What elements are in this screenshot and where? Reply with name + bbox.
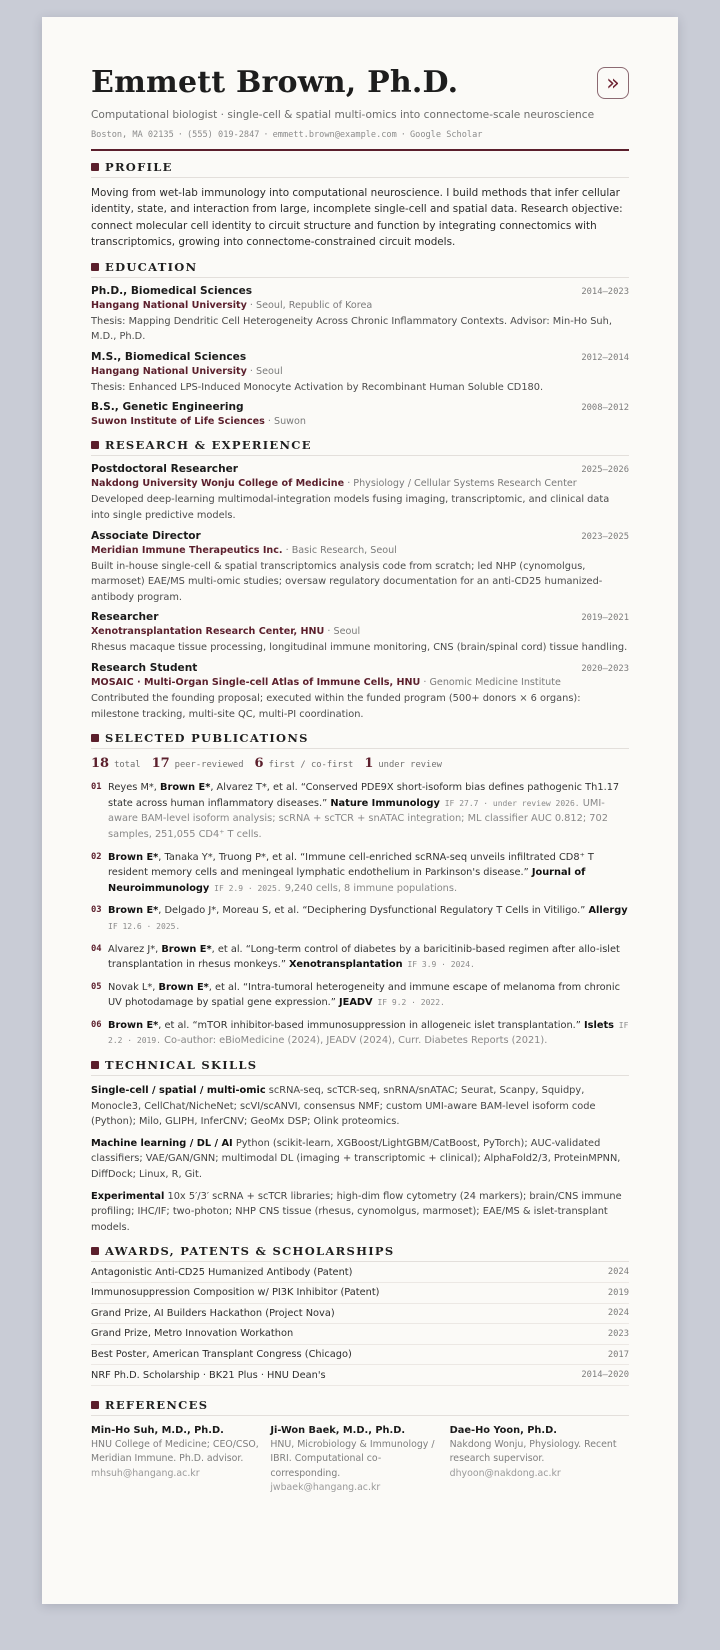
publication-item: [91, 980, 629, 1011]
logo-chevron-icon: »: [597, 67, 629, 99]
self-author: Brown E*: [108, 905, 159, 917]
experience-row: [91, 611, 629, 623]
experience-dates: 2023–2025: [581, 531, 629, 542]
profile-section: [91, 160, 629, 251]
stat-number: 18: [91, 756, 110, 772]
publication-stat: [91, 756, 141, 771]
journal-meta: IF 2.9 · 2025.: [209, 883, 282, 893]
references-section: [91, 1398, 629, 1496]
publication-stat: [364, 756, 442, 771]
reference-email[interactable]: jwbaek@hangang.ac.kr: [270, 1482, 381, 1494]
stat-number: 17: [151, 756, 170, 772]
education-item: [91, 351, 629, 396]
skill-details: Python (scikit-learn, XGBoost/LightGBM/CatBoost, PyTorch); AUC-validated classifiers; VAE/GAN/GNN; multimodal DL (imaging + transcriptomic + clinical); AlphaFold2/3, ProteinMPNN, DiffDock; Linux, R, Git.: [91, 1137, 621, 1181]
skill-item: [91, 1189, 629, 1236]
publication-note: UMI-aware BAM-level isoform analysis; scRNA + scTCR + snATAC integration; ML classifier AUC 0.812; 702 samples, 251,055 CD4⁺ T cells.: [108, 797, 608, 840]
experience-org: [91, 543, 629, 558]
education-org: [91, 298, 629, 313]
award-row: [91, 1304, 629, 1325]
experience-item: [91, 530, 629, 606]
degree-title: B.S., Genetic Engineering: [91, 401, 244, 414]
publication-item: [91, 903, 629, 934]
authors-and-title: , Delgado J*, Moreau S, et al. “Deciphering Dysfunctional Regulatory T Cells in Vitiligo.”: [158, 905, 589, 917]
award-label: Grand Prize, AI Builders Hackathon (Project Nova): [91, 1307, 335, 1319]
experience-list: [91, 463, 629, 722]
organization-name: Xenotransplantation Research Center, HNU: [91, 626, 325, 638]
journal-meta: IF 3.9 · 2024.: [402, 960, 475, 970]
reference-email[interactable]: dhyoon@nakdong.ac.kr: [449, 1467, 561, 1479]
organization-name: Nakdong University Wonju College of Medicine: [91, 478, 345, 490]
publication-note: Co-author: eBioMedicine (2024), JEADV (2024), Curr. Diabetes Reports (2021).: [160, 1035, 548, 1047]
award-label: Immunosuppression Composition w/ PI3K Inhibitor (Patent): [91, 1287, 380, 1299]
experience-description: Contributed the founding proposal; executed within the funded program (500+ donors × 6 organs): milestone tracking, multi-site QC, multi-PI coordination.: [91, 692, 581, 720]
authors-before: Alvarez J*,: [108, 943, 162, 955]
reference-item: [91, 1423, 270, 1496]
section-square-icon: [91, 1061, 99, 1069]
role-title: Researcher: [91, 611, 159, 624]
award-label: Best Poster, American Transplant Congress (Chicago): [91, 1349, 352, 1361]
award-row: [91, 1283, 629, 1304]
publication-citation: [108, 780, 629, 842]
education-row: [91, 285, 629, 297]
award-label: Grand Prize, Metro Innovation Workathon: [91, 1328, 294, 1340]
authors-and-title: , et al. “Long-term control of diabetes by a baricitinib-based regimen after allo-islet transplantation in rhesus monkeys.”: [108, 943, 620, 971]
contact-phone: (555) 019-2847: [186, 130, 260, 140]
education-description: Thesis: Enhanced LPS-Induced Monocyte Activation by Recombinant Human Soluble CD180.: [91, 381, 544, 393]
reference-name: Dae-Ho Yoon, Ph.D.: [449, 1424, 557, 1436]
experience-section: [91, 438, 629, 722]
skill-item: [91, 1136, 629, 1183]
degree-title: Ph.D., Biomedical Sciences: [91, 284, 253, 297]
experience-org: [91, 624, 629, 639]
experience-item: [91, 463, 629, 523]
skill-list: [91, 1083, 629, 1235]
award-year: 2023: [607, 1328, 629, 1339]
skill-details: 10x 5′/3′ scRNA + scTCR libraries; high-dim flow cytometry (24 markers); brain/CNS immune profiling; IHC/IF; two-photon; NHP CNS tissue (rhesus, cynomolgus, marmoset); EAE/MS & islet-transplant models.: [91, 1190, 622, 1233]
self-author: Brown E*: [161, 943, 212, 955]
education-item: [91, 401, 629, 429]
role-title: Associate Director: [91, 529, 201, 542]
section-title: REFERENCES: [105, 1397, 209, 1412]
publication-citation: [108, 1018, 629, 1049]
authors-and-title: , et al. “Intra-tumoral heterogeneity and immune escape of melanoma from chronic UV photodamage by spatial gene expression.”: [108, 981, 620, 1009]
section-square-icon: [91, 734, 99, 742]
stat-label: first / co-first: [268, 760, 354, 771]
award-row: [91, 1365, 629, 1386]
publication-item: [91, 850, 629, 897]
education-description: Thesis: Mapping Dendritic Cell Heterogeneity Across Chronic Inflammatory Contexts. Advisor: Min-Ho Suh, M.D., Ph.D.: [91, 315, 612, 343]
publication-number: 05: [91, 981, 102, 992]
skill-details: scRNA-seq, scTCR-seq, snRNA/snATAC; Seurat, Scanpy, Squidpy, Monocle3, CellChat/NicheNet; scVI/scANVI, consensus NMF; custom UMI-aware BAM-level isoform code (Python); Milo, GLIPH, InferCNV; GeoMx DSP; Olink proteomics.: [91, 1085, 596, 1128]
institution-name: Hangang National University: [91, 299, 247, 311]
tagline: Computational biologist · single-cell & spatial multi-omics into connectome-scale neuroscience: [91, 109, 595, 121]
stat-label: under review: [378, 760, 442, 771]
resume-page: [42, 17, 678, 1604]
experience-row: [91, 662, 629, 674]
stat-label: peer-reviewed: [174, 760, 244, 771]
contact-address: Boston, MA 02135: [91, 130, 174, 140]
education-section: [91, 260, 629, 430]
contact-email[interactable]: emmett.brown@example.com: [272, 130, 397, 140]
institution-name: Suwon Institute of Life Sciences: [91, 416, 265, 428]
award-row: [91, 1345, 629, 1366]
section-title: EDUCATION: [105, 259, 198, 274]
reference-description: HNU, Microbiology & Immunology / IBRI. Computational co-corresponding.: [270, 1438, 435, 1479]
award-row: [91, 1324, 629, 1345]
experience-dates: 2020–2023: [581, 663, 629, 674]
reference-item: [270, 1423, 449, 1496]
skill-category: Experimental: [91, 1190, 165, 1202]
experience-description: Rhesus macaque tissue processing, longitudinal immune monitoring, CNS (brain/spinal cord) tissue handling.: [91, 642, 628, 654]
experience-org: [91, 476, 629, 491]
section-title: TECHNICAL SKILLS: [105, 1058, 258, 1073]
award-label: NRF Ph.D. Scholarship · BK21 Plus · HNU Dean's: [91, 1369, 326, 1381]
authors-and-title: , Tanaka Y*, Truong P*, et al. “Immune cell-enriched scRNA-seq unveils infiltrated CD8⁺ T resident memory cells and meningeal lymphatic endothelium in Parkinson's disease.”: [108, 851, 594, 879]
award-list: [91, 1262, 629, 1386]
organization-unit: · Seoul: [324, 626, 361, 638]
institution-name: Hangang National University: [91, 365, 247, 377]
education-dates: 2012–2014: [581, 352, 629, 363]
self-author: Brown E*: [108, 1019, 159, 1031]
publication-stats: [91, 756, 629, 771]
authors-and-title: , Alvarez T*, et al. “Conserved PDE9X short-isoform bias defines pathogenic Th1.17 state across human inflammatory diseases.”: [108, 782, 620, 809]
publication-citation: [108, 850, 629, 897]
award-year: 2017: [607, 1349, 629, 1360]
award-label: Antagonistic Anti-CD25 Humanized Antibody (Patent): [91, 1266, 353, 1278]
publication-item: [91, 780, 629, 842]
organization-name: MOSAIC · Multi-Organ Single-cell Atlas of Immune Cells, HNU: [91, 676, 421, 688]
reference-item: [450, 1423, 629, 1496]
google-scholar-link[interactable]: Google Scholar: [409, 130, 483, 140]
education-org: [91, 364, 629, 379]
publication-stat: [152, 756, 244, 771]
stat-label: total: [114, 760, 141, 771]
skill-item: [91, 1083, 629, 1130]
organization-unit: · Genomic Medicine Institute: [420, 676, 561, 688]
journal-meta: IF 27.7 · under review 2026.: [439, 798, 580, 808]
journal-name: JEADV: [338, 997, 373, 1009]
section-square-icon: [91, 1247, 99, 1255]
publication-number: 01: [91, 782, 102, 793]
publication-item: [91, 942, 629, 973]
experience-dates: 2019–2021: [581, 613, 629, 624]
person-name: Emmett Brown, Ph.D.: [91, 65, 459, 100]
authors-and-title: , et al. “mTOR inhibitor-based immunosuppression in allogeneic islet transplantation.”: [158, 1019, 584, 1031]
institution-location: · Seoul, Republic of Korea: [246, 299, 373, 311]
header: [91, 63, 629, 140]
education-dates: 2014–2023: [581, 286, 629, 297]
organization-name: Meridian Immune Therapeutics Inc.: [91, 544, 283, 556]
education-dates: 2008–2012: [581, 403, 629, 414]
reference-email[interactable]: mhsuh@hangang.ac.kr: [91, 1467, 200, 1479]
stat-number: 1: [364, 756, 374, 772]
contact-line: Boston, MA 02135 · (555) 019-2847 · emmett.brown@example.com · Google Scholar: [91, 130, 483, 140]
profile-text: Moving from wet-lab immunology into computational neuroscience. I build methods that infer cellular identity, state, and interaction from large, incomplete single-cell and spatial data. Research objective: connect molecular cell identity to circuit structure and function by integrating connectomics with transcriptomics, growing into connectome-constrained circuit models.: [91, 187, 623, 249]
journal-name: Journal of Neuroimmunology: [108, 867, 586, 894]
self-author: Brown E*: [158, 981, 209, 993]
section-square-icon: [91, 1401, 99, 1409]
skills-section: [91, 1058, 629, 1235]
publication-item: [91, 1018, 629, 1049]
publication-citation: [108, 942, 629, 973]
section-title: RESEARCH & EXPERIENCE: [105, 438, 312, 453]
education-row: [91, 401, 629, 413]
skill-category: Single-cell / spatial / multi-omic: [91, 1085, 266, 1097]
skill-category: Machine learning / DL / AI: [91, 1137, 233, 1149]
experience-item: [91, 611, 629, 656]
journal-meta: IF 9.2 · 2022.: [372, 998, 445, 1008]
education-list: [91, 285, 629, 430]
reference-description: Nakdong Wonju, Physiology. Recent research supervisor.: [449, 1438, 617, 1465]
authors-before: Novak L*,: [108, 981, 159, 993]
publication-number: 06: [91, 1019, 102, 1030]
journal-name: Allergy: [588, 905, 628, 917]
education-item: [91, 285, 629, 345]
journal-meta: IF 2.2 · 2019.: [108, 1020, 629, 1046]
reference-name: Ji-Won Baek, M.D., Ph.D.: [270, 1424, 406, 1436]
section-title: SELECTED PUBLICATIONS: [105, 731, 309, 746]
authors-before: Reyes M*,: [108, 782, 161, 794]
role-title: Research Student: [91, 661, 198, 674]
self-author: Brown E*: [160, 782, 211, 794]
experience-row: [91, 463, 629, 475]
journal-name: Islets: [583, 1019, 614, 1031]
degree-title: M.S., Biomedical Sciences: [91, 350, 247, 363]
reference-description: HNU College of Medicine; CEO/CSO, Meridian Immune. Ph.D. advisor.: [91, 1438, 259, 1465]
reference-name: Min-Ho Suh, M.D., Ph.D.: [91, 1424, 224, 1436]
header-rule: [91, 149, 629, 151]
publication-stat: [255, 756, 354, 771]
award-year: 2024: [607, 1308, 629, 1319]
award-year: 2019: [607, 1287, 629, 1298]
experience-org: [91, 675, 629, 690]
publications-section: [91, 731, 629, 1049]
organization-unit: · Basic Research, Seoul: [282, 544, 397, 556]
section-square-icon: [91, 441, 99, 449]
publication-number: 04: [91, 943, 102, 954]
education-org: [91, 414, 629, 429]
award-row: [91, 1262, 629, 1283]
section-square-icon: [91, 163, 99, 171]
award-year: 2014–2020: [581, 1370, 629, 1381]
experience-description: Developed deep-learning multimodal-integration models fusing imaging, transcriptomic, and clinical data into single predictive models.: [91, 494, 610, 521]
organization-unit: · Physiology / Cellular Systems Research Center: [344, 478, 577, 490]
education-row: [91, 351, 629, 363]
experience-dates: 2025–2026: [581, 465, 629, 476]
journal-name: Xenotransplantation: [289, 959, 403, 971]
institution-location: · Seoul: [246, 365, 283, 377]
stat-number: 6: [254, 756, 264, 772]
journal-meta: IF 12.6 · 2025.: [108, 921, 181, 931]
experience-description: Built in-house single-cell & spatial transcriptomics analysis code from scratch; led NHP (cynomolgus, marmoset) EAE/MS multi-omic studies; oversaw regulatory documentation for an anti-CD25 humanized-antibody program.: [91, 560, 603, 603]
institution-location: · Suwon: [264, 416, 306, 428]
journal-name: Nature Immunology: [330, 797, 440, 809]
role-title: Postdoctoral Researcher: [91, 463, 239, 476]
section-square-icon: [91, 263, 99, 271]
section-title: AWARDS, PATENTS & SCHOLARSHIPS: [105, 1244, 395, 1259]
reference-list: [91, 1423, 629, 1496]
publication-citation: [108, 903, 629, 934]
self-author: Brown E*: [108, 851, 159, 863]
publication-note: 9,240 cells, 8 immune populations.: [281, 882, 458, 894]
experience-row: [91, 530, 629, 542]
publication-citation: [108, 980, 629, 1011]
section-title: PROFILE: [105, 160, 173, 174]
awards-section: [91, 1244, 629, 1386]
publication-number: 03: [91, 905, 102, 916]
publication-list: [91, 780, 629, 1049]
award-year: 2024: [607, 1267, 629, 1278]
publication-number: 02: [91, 851, 102, 862]
experience-item: [91, 662, 629, 722]
